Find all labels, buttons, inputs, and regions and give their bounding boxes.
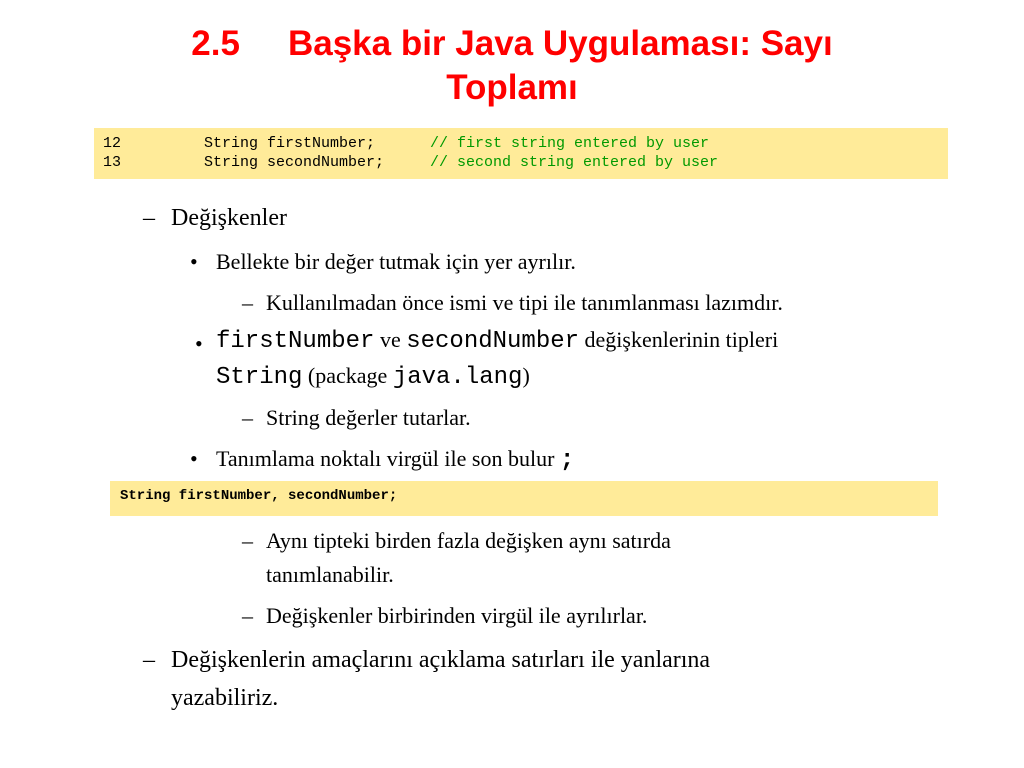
code-block-multi-declaration [110,481,938,516]
text-package: (package [307,363,388,388]
code-java-lang: java.lang [392,364,523,391]
title-line-2: Toplamı [446,68,578,107]
sub-declare-before-use: Kullanılmadan önce ismi ve tipi ile tanımlanması lazımdır. [266,290,783,315]
item-comments-line-1: Değişkenlerin amaçlarını açıklama satırları ile yanlarına [171,647,711,673]
bullet-marker: • [190,249,198,274]
slide-title [0,22,1024,110]
dash-marker: – [242,528,253,553]
sub-comma-separated: Değişkenler birbirinden virgül ile ayrılırlar. [266,603,648,628]
code-multi-declaration: String firstNumber, secondNumber; [120,488,398,504]
code-semicolon: ; [559,447,575,474]
title-line-1 [0,22,1024,66]
bullet-memory: Bellekte bir değer tutmak için yer ayrılır. [216,249,576,274]
dash-marker: – [242,405,253,430]
bullet-marker: • [190,446,198,471]
code-line [94,153,719,172]
bullet-types-line-1 [216,327,778,355]
dash-marker: – [143,647,155,673]
sub-same-line-2: tanımlanabilir. [266,562,394,587]
item-comments-line-2: yazabiliriz. [171,685,279,711]
title-text: Başka bir Java Uygulaması: Sayı [287,24,833,63]
dash-marker: – [242,290,253,315]
code-line [94,134,710,153]
code-secondnumber: secondNumber [406,328,580,355]
sub-string-values: String değerler tutarlar. [266,405,471,430]
code-declaration: String secondNumber; [204,154,385,171]
item-variables: Değişkenler [171,205,287,231]
code-declaration: String firstNumber; [204,135,376,152]
dash-marker: – [242,603,253,628]
line-number: 13 [103,154,122,171]
bullet-marker: • [195,331,203,356]
text-semicolon-rule: Tanımlama noktalı virgül ile son bulur [216,446,555,471]
code-firstnumber: firstNumber [216,328,375,355]
line-number: 12 [103,135,122,152]
text-paren-close: ) [522,363,530,388]
code-string: String [216,364,303,391]
text-ve: ve [379,327,401,352]
section-number: 2.5 [191,24,240,63]
text-types: değişkenlerinin tipleri [584,327,779,352]
code-block-declarations [94,128,948,179]
code-comment: // second string entered by user [430,154,719,171]
code-comment: // first string entered by user [430,135,710,152]
sub-same-line-1: Aynı tipteki birden fazla değişken aynı satırda [266,528,671,553]
bullet-types-line-2 [216,363,530,391]
bullet-semicolon [216,446,574,474]
dash-marker: – [143,205,155,231]
